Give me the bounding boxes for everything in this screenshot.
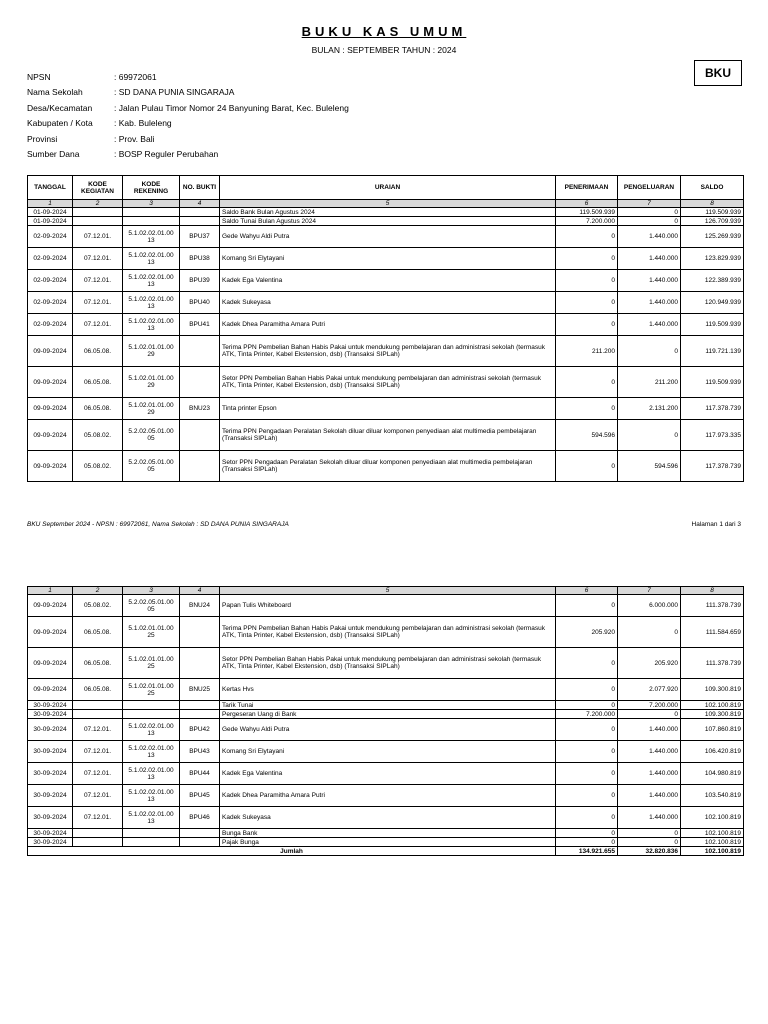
column-header: SALDO xyxy=(681,176,744,200)
total-pengeluaran: 32.820.836 xyxy=(618,847,681,856)
cell-penerimaan: 594.596 xyxy=(556,420,618,451)
cell-pengeluaran: 1.440.000 xyxy=(618,785,681,807)
table-header-row xyxy=(28,176,744,200)
cell-tanggal: 02-09-2024 xyxy=(28,270,73,292)
column-header: PENERIMAAN xyxy=(556,176,618,200)
cell-penerimaan: 0 xyxy=(556,314,618,336)
cell-saldo: 123.829.939 xyxy=(681,248,744,270)
cell-uraian: Gede Wahyu Aldi Putra xyxy=(220,226,556,248)
cell-uraian: Setor PPN Pengadaan Peralatan Sekolah diluar diluar komponen penyediaan alat multimedia pembelajaran (Transaksi SIPLah) xyxy=(220,451,556,482)
cell-kegiatan: 06.05.08. xyxy=(73,367,123,398)
table-row xyxy=(28,248,744,270)
info-label: NPSN xyxy=(27,71,51,82)
cell-pengeluaran: 211.200 xyxy=(618,367,681,398)
column-number-row xyxy=(28,200,744,208)
document-subtitle: BULAN : SEPTEMBER TAHUN : 2024 xyxy=(311,45,457,55)
cell-saldo: 102.100.819 xyxy=(681,701,744,710)
cell-tanggal: 09-09-2024 xyxy=(28,336,73,367)
cell-bukti: BPU42 xyxy=(180,719,220,741)
cell-penerimaan: 0 xyxy=(556,785,618,807)
cell-pengeluaran: 0 xyxy=(618,217,681,226)
cell-pengeluaran: 0 xyxy=(618,336,681,367)
cell-pengeluaran: 0 xyxy=(618,838,681,847)
cell-pengeluaran: 1.440.000 xyxy=(618,226,681,248)
column-number: 4 xyxy=(180,587,220,595)
cell-kegiatan: 07.12.01. xyxy=(73,763,123,785)
cell-tanggal: 09-09-2024 xyxy=(28,420,73,451)
column-number: 6 xyxy=(556,587,618,595)
cell-pengeluaran: 1.440.000 xyxy=(618,314,681,336)
info-row xyxy=(27,85,349,101)
cell-uraian: Tinta printer Epson xyxy=(220,398,556,420)
table-row xyxy=(28,763,744,785)
table-row xyxy=(28,270,744,292)
cell-kegiatan: 07.12.01. xyxy=(73,807,123,829)
table-row xyxy=(28,226,744,248)
info-value: : 69972061 xyxy=(114,71,157,82)
info-value: : Jalan Pulau Timor Nomor 24 Banyuning Barat, Kec. Buleleng xyxy=(114,102,349,113)
table-row xyxy=(28,595,744,617)
cell-penerimaan: 0 xyxy=(556,741,618,763)
cell-tanggal: 30-09-2024 xyxy=(28,741,73,763)
cell-kegiatan: 07.12.01. xyxy=(73,270,123,292)
cell-tanggal: 30-09-2024 xyxy=(28,785,73,807)
cell-rekening xyxy=(123,838,180,847)
cell-pengeluaran: 1.440.000 xyxy=(618,270,681,292)
cell-pengeluaran: 6.000.000 xyxy=(618,595,681,617)
cell-kegiatan xyxy=(73,701,123,710)
cell-rekening: 5.1.02.02.01.00 13 xyxy=(123,807,180,829)
cell-saldo: 102.100.819 xyxy=(681,807,744,829)
cell-uraian: Komang Sri Elytayani xyxy=(220,741,556,763)
cell-penerimaan: 7.200.000 xyxy=(556,710,618,719)
cell-tanggal: 02-09-2024 xyxy=(28,248,73,270)
cell-penerimaan: 0 xyxy=(556,226,618,248)
cell-penerimaan: 211.200 xyxy=(556,336,618,367)
cell-pengeluaran: 0 xyxy=(618,829,681,838)
table-row xyxy=(28,838,744,847)
cell-saldo: 103.540.819 xyxy=(681,785,744,807)
cell-rekening: 5.1.02.01.01.00 29 xyxy=(123,367,180,398)
cell-rekening xyxy=(123,701,180,710)
cell-saldo: 106.420.819 xyxy=(681,741,744,763)
cell-bukti: BPU40 xyxy=(180,292,220,314)
cell-uraian: Gede Wahyu Aldi Putra xyxy=(220,719,556,741)
table-row xyxy=(28,292,744,314)
cell-bukti xyxy=(180,838,220,847)
table-row xyxy=(28,217,744,226)
cell-rekening: 5.1.02.02.01.00 13 xyxy=(123,270,180,292)
cell-penerimaan: 0 xyxy=(556,270,618,292)
cell-rekening: 5.1.02.02.01.00 13 xyxy=(123,314,180,336)
table-row xyxy=(28,719,744,741)
table-row xyxy=(28,398,744,420)
cell-tanggal: 30-09-2024 xyxy=(28,763,73,785)
column-number: 3 xyxy=(123,200,180,208)
info-row xyxy=(27,131,349,147)
cell-pengeluaran: 1.440.000 xyxy=(618,719,681,741)
info-row xyxy=(27,147,349,163)
table-row xyxy=(28,648,744,679)
cell-pengeluaran: 1.440.000 xyxy=(618,741,681,763)
table-row xyxy=(28,314,744,336)
cell-pengeluaran: 0 xyxy=(618,617,681,648)
cell-bukti xyxy=(180,420,220,451)
column-number: 1 xyxy=(28,200,73,208)
cell-rekening: 5.1.02.02.01.00 13 xyxy=(123,719,180,741)
cell-tanggal: 09-09-2024 xyxy=(28,367,73,398)
column-number: 8 xyxy=(681,587,744,595)
cell-penerimaan: 0 xyxy=(556,367,618,398)
cell-kegiatan: 05.08.02. xyxy=(73,595,123,617)
cell-saldo: 117.973.335 xyxy=(681,420,744,451)
cell-saldo: 119.509.939 xyxy=(681,367,744,398)
cell-bukti xyxy=(180,208,220,217)
cell-tanggal: 30-09-2024 xyxy=(28,838,73,847)
cell-pengeluaran: 0 xyxy=(618,710,681,719)
total-label: Jumlah xyxy=(28,847,556,856)
cell-tanggal: 09-09-2024 xyxy=(28,398,73,420)
cell-kegiatan: 07.12.01. xyxy=(73,292,123,314)
cell-rekening xyxy=(123,829,180,838)
cell-bukti: BNU23 xyxy=(180,398,220,420)
cell-kegiatan xyxy=(73,710,123,719)
cell-kegiatan xyxy=(73,829,123,838)
cell-penerimaan: 0 xyxy=(556,701,618,710)
cell-rekening: 5.2.02.05.01.00 05 xyxy=(123,420,180,451)
column-number: 6 xyxy=(556,200,618,208)
school-info xyxy=(27,69,349,162)
cell-kegiatan: 07.12.01. xyxy=(73,248,123,270)
table-row xyxy=(28,741,744,763)
cell-saldo: 111.584.659 xyxy=(681,617,744,648)
cell-rekening xyxy=(123,710,180,719)
column-header: URAIAN xyxy=(220,176,556,200)
cell-pengeluaran: 1.440.000 xyxy=(618,248,681,270)
cell-penerimaan: 0 xyxy=(556,248,618,270)
cell-bukti xyxy=(180,701,220,710)
cell-tanggal: 30-09-2024 xyxy=(28,829,73,838)
table-row xyxy=(28,617,744,648)
table-row xyxy=(28,367,744,398)
cell-kegiatan xyxy=(73,838,123,847)
cell-saldo: 102.100.819 xyxy=(681,838,744,847)
cell-penerimaan: 7.200.000 xyxy=(556,217,618,226)
table-row xyxy=(28,420,744,451)
cell-uraian: Kadek Ega Valentina xyxy=(220,270,556,292)
cell-bukti xyxy=(180,829,220,838)
cell-saldo: 119.721.139 xyxy=(681,336,744,367)
cell-penerimaan: 119.509.939 xyxy=(556,208,618,217)
cell-rekening: 5.2.02.05.01.00 05 xyxy=(123,595,180,617)
info-label: Nama Sekolah xyxy=(27,87,83,98)
cell-bukti xyxy=(180,217,220,226)
table-row xyxy=(28,807,744,829)
table-row xyxy=(28,208,744,217)
table-row xyxy=(28,701,744,710)
cell-bukti: BPU38 xyxy=(180,248,220,270)
cell-tanggal: 02-09-2024 xyxy=(28,226,73,248)
cell-penerimaan: 0 xyxy=(556,595,618,617)
cell-rekening: 5.1.02.01.01.00 25 xyxy=(123,679,180,701)
cell-saldo: 109.300.819 xyxy=(681,679,744,701)
cell-uraian: Kadek Ega Valentina xyxy=(220,763,556,785)
column-number-row xyxy=(28,587,744,595)
cell-tanggal: 30-09-2024 xyxy=(28,710,73,719)
cell-rekening: 5.1.02.02.01.00 13 xyxy=(123,741,180,763)
cell-bukti xyxy=(180,710,220,719)
cell-pengeluaran: 7.200.000 xyxy=(618,701,681,710)
cell-penerimaan: 0 xyxy=(556,719,618,741)
column-number: 5 xyxy=(220,200,556,208)
column-header: TANGGAL xyxy=(28,176,73,200)
cell-saldo: 119.509.939 xyxy=(681,314,744,336)
column-number: 1 xyxy=(28,587,73,595)
cell-saldo: 104.980.819 xyxy=(681,763,744,785)
cell-pengeluaran: 0 xyxy=(618,420,681,451)
cell-saldo: 122.389.939 xyxy=(681,270,744,292)
ledger-table-page-2 xyxy=(27,586,744,856)
total-row xyxy=(28,847,744,856)
column-number: 8 xyxy=(681,200,744,208)
info-row xyxy=(27,100,349,116)
cell-rekening: 5.1.02.01.01.00 25 xyxy=(123,648,180,679)
cell-kegiatan: 07.12.01. xyxy=(73,719,123,741)
cell-bukti: BPU44 xyxy=(180,763,220,785)
cell-uraian: Terima PPN Pengadaan Peralatan Sekolah diluar diluar komponen penyediaan alat multimedia pembelajaran (Transaksi SIPLah) xyxy=(220,420,556,451)
cell-pengeluaran: 1.440.000 xyxy=(618,807,681,829)
column-number: 4 xyxy=(180,200,220,208)
cell-rekening: 5.2.02.05.01.00 05 xyxy=(123,451,180,482)
cell-saldo: 120.949.939 xyxy=(681,292,744,314)
cell-saldo: 125.269.939 xyxy=(681,226,744,248)
cell-rekening: 5.1.02.02.01.00 13 xyxy=(123,785,180,807)
page-number: Halaman 1 dari 3 xyxy=(691,521,741,528)
ledger-table-page-1 xyxy=(27,175,744,482)
total-penerimaan: 134.921.655 xyxy=(556,847,618,856)
cell-rekening: 5.1.02.02.01.00 13 xyxy=(123,292,180,314)
info-value: : Prov. Bali xyxy=(114,133,155,144)
cell-uraian: Kadek Dhea Paramitha Amara Putri xyxy=(220,785,556,807)
cell-bukti xyxy=(180,617,220,648)
cell-kegiatan: 06.05.08. xyxy=(73,648,123,679)
cell-bukti xyxy=(180,367,220,398)
cell-uraian: Terima PPN Pembelian Bahan Habis Pakai untuk mendukung pembelajaran dan administrasi sekolah (termasuk ATK, Tinta Printer, Kabel Ekstension, dsb) (Transaksi SIPLah) xyxy=(220,617,556,648)
cell-saldo: 119.509.939 xyxy=(681,208,744,217)
cell-tanggal: 30-09-2024 xyxy=(28,701,73,710)
cell-tanggal: 09-09-2024 xyxy=(28,595,73,617)
cell-penerimaan: 0 xyxy=(556,763,618,785)
cell-uraian: Saldo Tunai Bulan Agustus 2024 xyxy=(220,217,556,226)
cell-kegiatan xyxy=(73,217,123,226)
column-number: 2 xyxy=(73,587,123,595)
cell-bukti xyxy=(180,451,220,482)
cell-penerimaan: 0 xyxy=(556,838,618,847)
cell-pengeluaran: 2.131.200 xyxy=(618,398,681,420)
info-row xyxy=(27,69,349,85)
cell-tanggal: 09-09-2024 xyxy=(28,617,73,648)
column-header: PENGELUARAN xyxy=(618,176,681,200)
cell-kegiatan: 06.05.08. xyxy=(73,617,123,648)
cell-saldo: 107.860.819 xyxy=(681,719,744,741)
cell-kegiatan xyxy=(73,208,123,217)
cell-tanggal: 02-09-2024 xyxy=(28,314,73,336)
cell-tanggal: 30-09-2024 xyxy=(28,719,73,741)
info-label: Kabupaten / Kota xyxy=(27,118,93,129)
cell-uraian: Tarik Tunai xyxy=(220,701,556,710)
column-number: 7 xyxy=(618,200,681,208)
cell-pengeluaran: 1.440.000 xyxy=(618,292,681,314)
cell-penerimaan: 0 xyxy=(556,648,618,679)
cell-pengeluaran: 594.596 xyxy=(618,451,681,482)
cell-rekening: 5.1.02.02.01.00 13 xyxy=(123,226,180,248)
cell-saldo: 111.378.739 xyxy=(681,595,744,617)
cell-bukti: BNU24 xyxy=(180,595,220,617)
info-label: Desa/Kecamatan xyxy=(27,102,93,113)
info-value: : Kab. Buleleng xyxy=(114,118,172,129)
column-number: 2 xyxy=(73,200,123,208)
info-value: : SD DANA PUNIA SINGARAJA xyxy=(114,87,235,98)
document-title: BUKU KAS UMUM xyxy=(301,24,467,39)
cell-tanggal: 09-09-2024 xyxy=(28,451,73,482)
cell-penerimaan: 0 xyxy=(556,451,618,482)
column-header: NO. BUKTI xyxy=(180,176,220,200)
cell-uraian: Papan Tulis Whiteboard xyxy=(220,595,556,617)
cell-uraian: Kertas Hvs xyxy=(220,679,556,701)
cell-uraian: Bunga Bank xyxy=(220,829,556,838)
column-number: 5 xyxy=(220,587,556,595)
cell-tanggal: 01-09-2024 xyxy=(28,208,73,217)
cell-penerimaan: 0 xyxy=(556,829,618,838)
table-row xyxy=(28,785,744,807)
cell-uraian: Terima PPN Pembelian Bahan Habis Pakai untuk mendukung pembelajaran dan administrasi sekolah (termasuk ATK, Tinta Printer, Kabel Ekstension, dsb) (Transaksi SIPLah) xyxy=(220,336,556,367)
cell-bukti: BPU46 xyxy=(180,807,220,829)
cell-saldo: 109.300.819 xyxy=(681,710,744,719)
cell-saldo: 102.100.819 xyxy=(681,829,744,838)
total-saldo: 102.100.819 xyxy=(681,847,744,856)
cell-uraian: Kadek Sukeyasa xyxy=(220,292,556,314)
table-row xyxy=(28,829,744,838)
column-number: 7 xyxy=(618,587,681,595)
cell-tanggal: 09-09-2024 xyxy=(28,648,73,679)
cell-kegiatan: 06.05.08. xyxy=(73,336,123,367)
cell-pengeluaran: 2.077.920 xyxy=(618,679,681,701)
bku-badge: BKU xyxy=(694,60,742,86)
cell-uraian: Pajak Bunga xyxy=(220,838,556,847)
cell-saldo: 117.378.739 xyxy=(681,398,744,420)
cell-uraian: Saldo Bank Bulan Agustus 2024 xyxy=(220,208,556,217)
cell-rekening: 5.1.02.02.01.00 13 xyxy=(123,763,180,785)
cell-bukti: BNU25 xyxy=(180,679,220,701)
cell-rekening: 5.1.02.01.01.00 29 xyxy=(123,398,180,420)
cell-kegiatan: 07.12.01. xyxy=(73,226,123,248)
info-label: Provinsi xyxy=(27,133,58,144)
cell-rekening: 5.1.02.01.01.00 29 xyxy=(123,336,180,367)
cell-penerimaan: 205.920 xyxy=(556,617,618,648)
cell-uraian: Kadek Sukeyasa xyxy=(220,807,556,829)
table-row xyxy=(28,336,744,367)
cell-uraian: Setor PPN Pembelian Bahan Habis Pakai untuk mendukung pembelajaran dan administrasi sekolah (termasuk ATK, Tinta Printer, Kabel Ekstension, dsb) (Transaksi SIPLah) xyxy=(220,367,556,398)
cell-bukti: BPU43 xyxy=(180,741,220,763)
cell-tanggal: 02-09-2024 xyxy=(28,292,73,314)
cell-kegiatan: 06.05.08. xyxy=(73,398,123,420)
cell-penerimaan: 0 xyxy=(556,292,618,314)
cell-tanggal: 30-09-2024 xyxy=(28,807,73,829)
info-value: : BOSP Reguler Perubahan xyxy=(114,149,219,160)
cell-uraian: Komang Sri Elytayani xyxy=(220,248,556,270)
column-number: 3 xyxy=(123,587,180,595)
cell-pengeluaran: 205.920 xyxy=(618,648,681,679)
cell-bukti: BPU37 xyxy=(180,226,220,248)
cell-bukti xyxy=(180,336,220,367)
cell-bukti xyxy=(180,648,220,679)
cell-rekening xyxy=(123,208,180,217)
cell-tanggal: 09-09-2024 xyxy=(28,679,73,701)
cell-uraian: Setor PPN Pembelian Bahan Habis Pakai untuk mendukung pembelajaran dan administrasi sekolah (termasuk ATK, Tinta Printer, Kabel Ekstension, dsb) (Transaksi SIPLah) xyxy=(220,648,556,679)
cell-saldo: 126.709.939 xyxy=(681,217,744,226)
cell-uraian: Pergeseran Uang di Bank xyxy=(220,710,556,719)
cell-kegiatan: 05.08.02. xyxy=(73,451,123,482)
page-footer-left: BKU September 2024 - NPSN : 69972061, Nama Sekolah : SD DANA PUNIA SINGARAJA xyxy=(27,521,289,528)
cell-kegiatan: 05.08.02. xyxy=(73,420,123,451)
cell-rekening xyxy=(123,217,180,226)
cell-pengeluaran: 0 xyxy=(618,208,681,217)
cell-kegiatan: 06.05.08. xyxy=(73,679,123,701)
cell-kegiatan: 07.12.01. xyxy=(73,314,123,336)
table-row xyxy=(28,679,744,701)
cell-tanggal: 01-09-2024 xyxy=(28,217,73,226)
cell-rekening: 5.1.02.01.01.00 25 xyxy=(123,617,180,648)
info-label: Sumber Dana xyxy=(27,149,80,160)
info-row xyxy=(27,116,349,132)
cell-pengeluaran: 1.440.000 xyxy=(618,763,681,785)
cell-bukti: BPU41 xyxy=(180,314,220,336)
column-header: KODE KEGIATAN xyxy=(73,176,123,200)
table-row xyxy=(28,451,744,482)
cell-bukti: BPU39 xyxy=(180,270,220,292)
cell-uraian: Kadek Dhea Paramitha Amara Putri xyxy=(220,314,556,336)
column-header: KODE REKENING xyxy=(123,176,180,200)
cell-bukti: BPU45 xyxy=(180,785,220,807)
cell-penerimaan: 0 xyxy=(556,398,618,420)
cell-penerimaan: 0 xyxy=(556,679,618,701)
cell-saldo: 117.378.739 xyxy=(681,451,744,482)
cell-penerimaan: 0 xyxy=(556,807,618,829)
cell-saldo: 111.378.739 xyxy=(681,648,744,679)
table-row xyxy=(28,710,744,719)
cell-kegiatan: 07.12.01. xyxy=(73,785,123,807)
cell-rekening: 5.1.02.02.01.00 13 xyxy=(123,248,180,270)
cell-kegiatan: 07.12.01. xyxy=(73,741,123,763)
